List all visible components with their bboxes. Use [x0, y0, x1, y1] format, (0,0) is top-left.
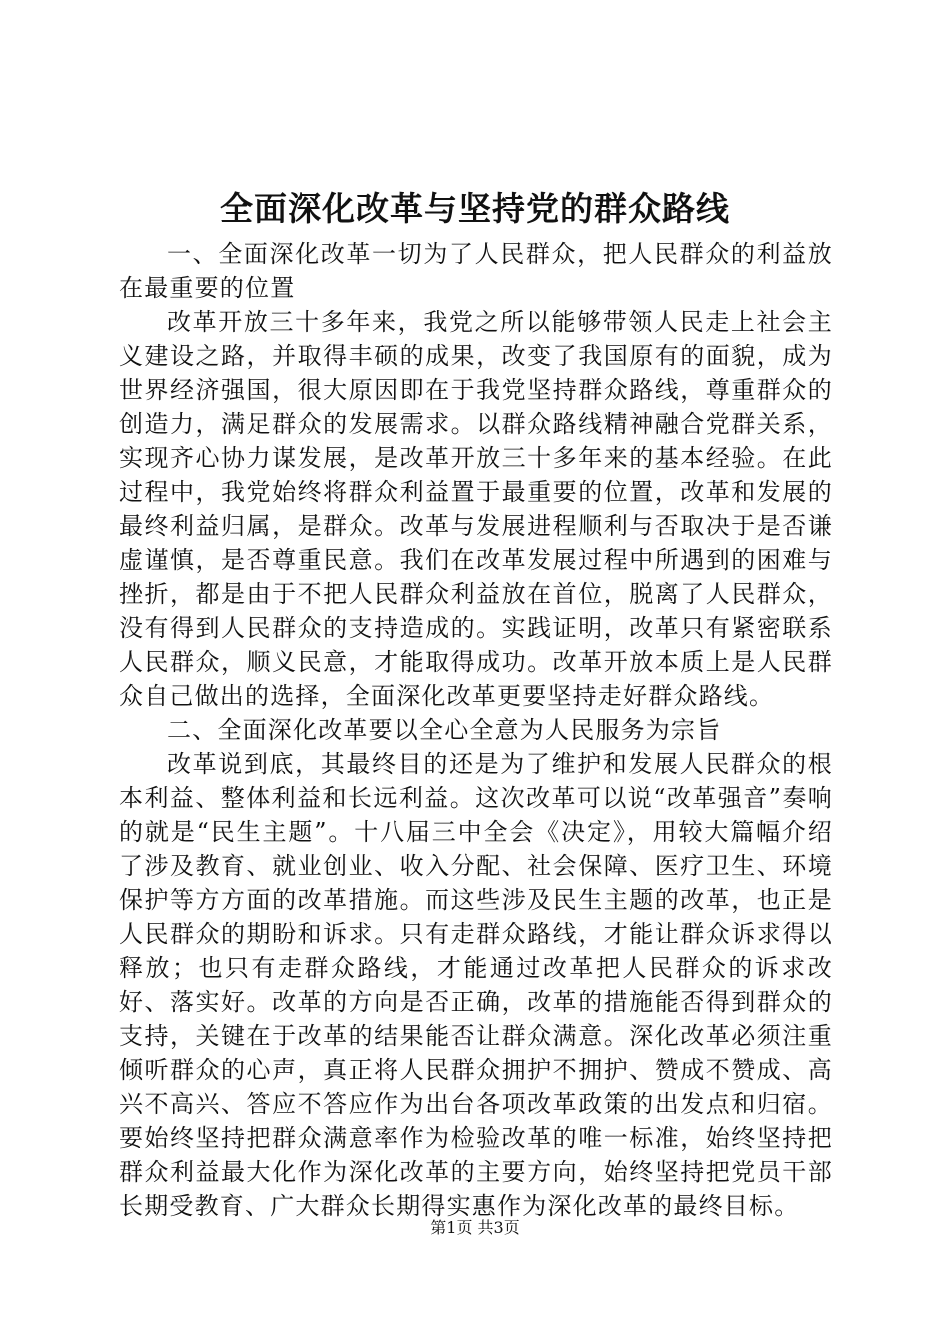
body-paragraph-2: 改革说到底，其最终目的还是为了维护和发展人民群众的根本利益、整体利益和长远利益。这次改革可以说“改革强音”奏响的就是“民生主题”。十八届三中全会《决定》，用较大篇幅介绍了涉及教育、就业创业、收入分配、社会保障、医疗卫生、环境保护等方方面的改革措施。而这些涉及民生主题的改革，也正是人民群众的期盼和诉求。只有走群众路线，才能让群众诉求得以释放；也只有走群众路线，才能通过改革把人民群众的诉求改好、落实好。改革的方向是否正确，改革的措施能否得到群众的支持，关键在于改革的结果能否让群众满意。深化改革必须注重倾听群众的心声，真正将人民群众拥护不拥护、赞成不赞成、高兴不高兴、答应不答应作为出台各项改革政策的出发点和归宿。要始终坚持把群众满意率作为检验改革的唯一标准，始终坚持把群众利益最大化作为深化改革的主要方向，始终坚持把党员干部长期受教育、广大群众长期得实惠作为深化改革的最终目标。: [119, 750, 833, 1220]
page-footer: 第1页 共3页: [430, 1218, 520, 1237]
section-heading-1: 一、全面深化改革一切为了人民群众，把人民群众的利益放在最重要的位置: [119, 240, 833, 302]
document-body: [119, 237, 833, 1223]
document-title: 全面深化改革与坚持党的群众路线: [220, 189, 730, 228]
section-heading-2: 二、全面深化改革要以全心全意为人民服务为宗旨: [167, 716, 722, 744]
body-paragraph-1: 改革开放三十多年来，我党之所以能够带领人民走上社会主义建设之路，并取得丰硕的成果，改变了我国原有的面貌，成为世界经济强国，很大原因即在于我党坚持群众路线，尊重群众的创造力，满足群众的发展需求。以群众路线精神融合党群关系，实现齐心协力谋发展，是改革开放三十多年来的基本经验。在此过程中，我党始终将群众利益置于最重要的位置，改革和发展的最终利益归属，是群众。改革与发展进程顺利与否取决于是否谦虚谨慎，是否尊重民意。我们在改革发展过程中所遇到的困难与挫折，都是由于不把人民群众利益放在首位，脱离了人民群众，没有得到人民群众的支持造成的。实践证明，改革只有紧密联系人民群众，顺义民意，才能取得成功。改革开放本质上是人民群众自己做出的选择，全面深化改革更要坚持走好群众路线。: [119, 308, 833, 710]
